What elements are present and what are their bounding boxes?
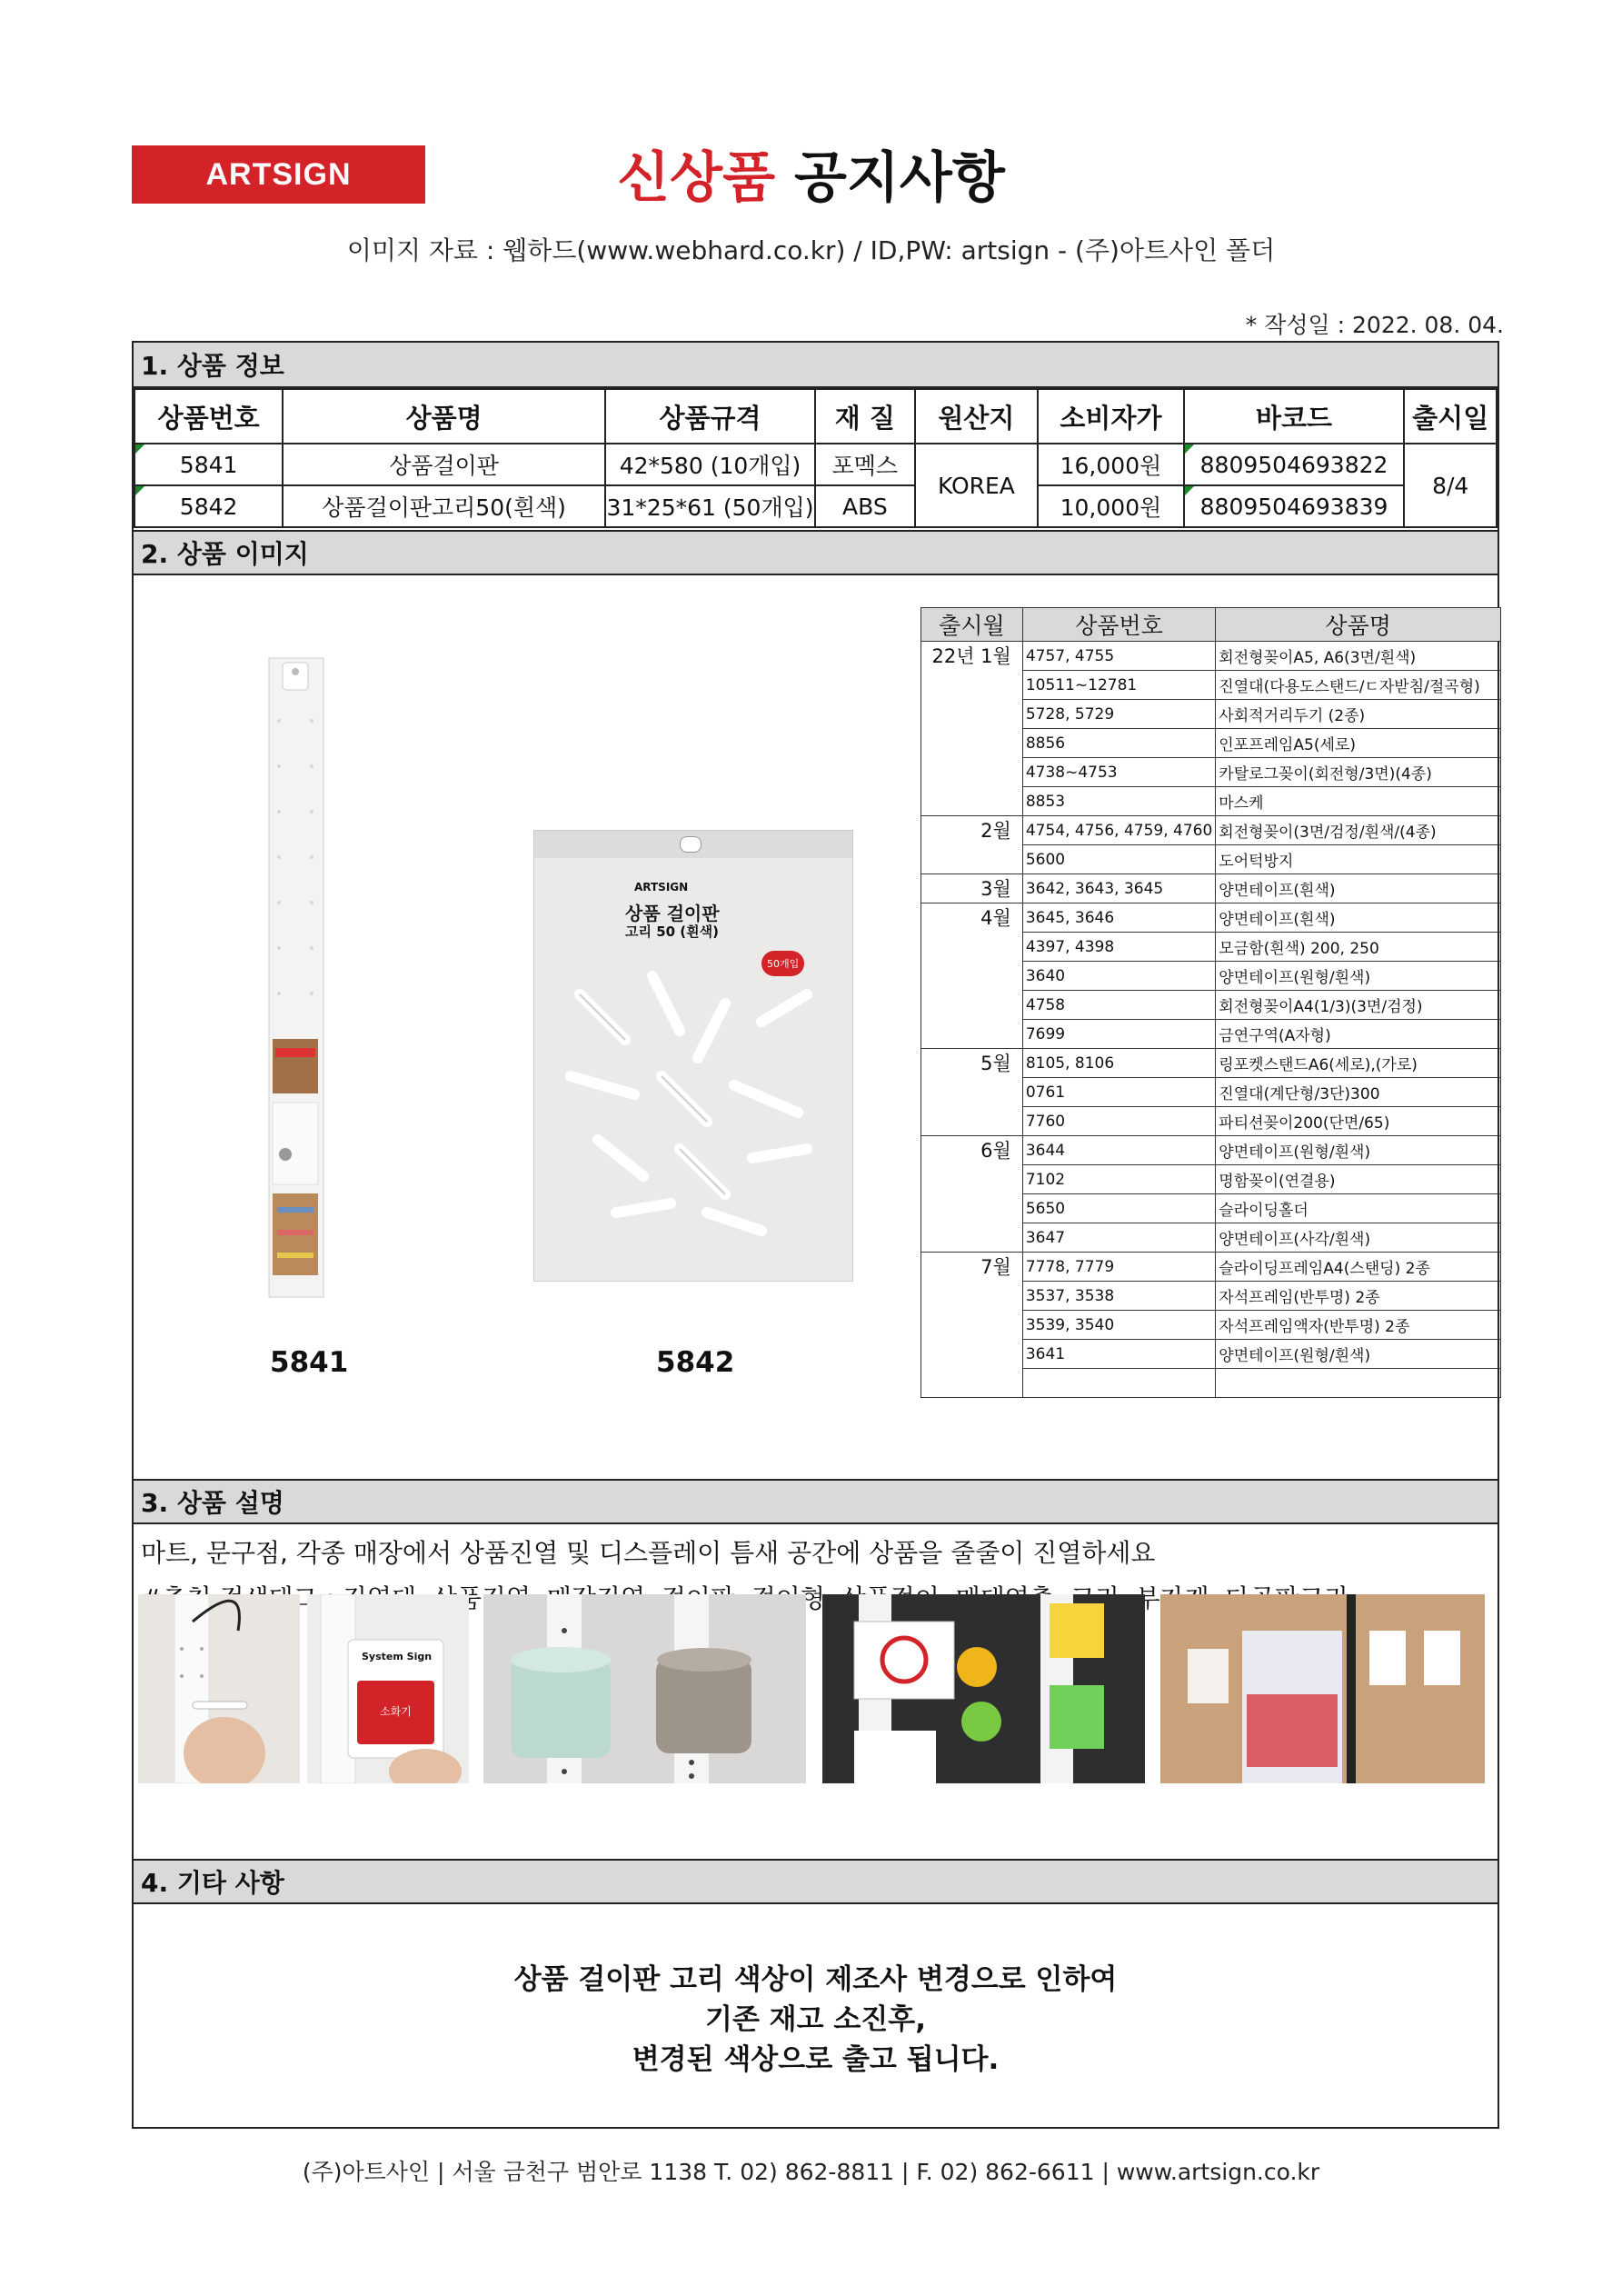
release-product-name: 자석프레임(반투명) 2종 [1216, 1282, 1501, 1311]
release-month: 5월 [921, 1049, 1023, 1078]
notice-frame [132, 341, 1499, 2129]
package-brand: ARTSIGN [634, 881, 689, 893]
usage-photo [138, 1594, 300, 1783]
release-product-name: 사회적거리두기 (2종) [1216, 700, 1501, 729]
release-month: 22년 1월 [921, 642, 1023, 671]
release-product-no: 7778, 7779 [1022, 1253, 1215, 1282]
schedule-row [921, 1165, 1501, 1194]
schedule-row [921, 1136, 1501, 1165]
release-product-name: 양면테이프(원형/흰색) [1216, 1136, 1501, 1165]
schedule-row [921, 729, 1501, 758]
release-product-no: 8853 [1022, 787, 1215, 816]
release-product-name: 슬라이딩프레임A4(스탠딩) 2종 [1216, 1253, 1501, 1282]
release-product-no: 7760 [1022, 1107, 1215, 1136]
release-product-no: 8105, 8106 [1022, 1049, 1215, 1078]
release-month [921, 1107, 1023, 1136]
col-header: 재 질 [815, 389, 915, 444]
schedule-row [921, 1223, 1501, 1253]
release-product-no: 10511~12781 [1022, 671, 1215, 700]
section1-heading: 1. 상품 정보 [134, 343, 1498, 388]
release-month [921, 1223, 1023, 1253]
product-spec: 31*25*61 (50개입) [605, 485, 815, 527]
schedule-body [921, 642, 1501, 1398]
product-no: 5842 [179, 493, 238, 520]
section2-heading: 2. 상품 이미지 [134, 530, 1498, 575]
release-product-name: 도어턱방지 [1216, 845, 1501, 874]
col-header: 상품명 [283, 389, 605, 444]
release-product-no: 4754, 4756, 4759, 4760 [1022, 816, 1215, 845]
release-product-no: 0761 [1022, 1078, 1215, 1107]
release-month [921, 671, 1023, 700]
release-product-no: 4757, 4755 [1022, 642, 1215, 671]
schedule-row [921, 816, 1501, 845]
product-origin: KOREA [915, 444, 1039, 527]
release-month [921, 1340, 1023, 1369]
release-month [921, 1194, 1023, 1223]
release-month [921, 1311, 1023, 1340]
release-product-name: 양면테이프(흰색) [1216, 874, 1501, 903]
schedule-row [921, 758, 1501, 787]
release-date: 8/4 [1404, 444, 1497, 527]
package-title: 상품 걸이판 [625, 903, 720, 924]
col-header: 상품번호 [134, 389, 283, 444]
artsign-logo: ARTSIGN [132, 145, 425, 204]
schedule-row [921, 1340, 1501, 1369]
schedule-row [921, 874, 1501, 903]
hook-package-image [533, 830, 853, 1282]
release-month: 6월 [921, 1136, 1023, 1165]
page-title [0, 135, 1622, 213]
schedule-row [921, 671, 1501, 700]
schedule-row [921, 1049, 1501, 1078]
col-header: 출시월 [921, 608, 1023, 642]
schedule-row [921, 1107, 1501, 1136]
release-month: 2월 [921, 816, 1023, 845]
caption-5841: 5841 [270, 1346, 349, 1379]
release-product-name: 양면테이프(사각/흰색) [1216, 1223, 1501, 1253]
title-rest: 공지사항 [793, 146, 1005, 210]
schedule-row [921, 642, 1501, 671]
schedule-row [921, 787, 1501, 816]
release-month: 7월 [921, 1253, 1023, 1282]
product-barcode: 8809504693839 [1199, 493, 1388, 520]
section2-body [134, 575, 1498, 1484]
usage-photo [483, 1594, 806, 1783]
col-header: 원산지 [915, 389, 1039, 444]
release-product-name: 카탈로그꽂이(회전형/3면)(4종) [1216, 758, 1501, 787]
description-line: 마트, 문구점, 각종 매장에서 상품진열 및 디스플레이 틈새 공간에 상품을 줄줄이 진열하세요 [141, 1538, 1156, 1568]
schedule-row [921, 1311, 1501, 1340]
release-product-name: 회전형꽂이A4(1/3)(3면/검정) [1216, 991, 1501, 1020]
release-product-no: 5600 [1022, 845, 1215, 874]
usage-photo [822, 1594, 1145, 1783]
release-product-no: 3641 [1022, 1340, 1215, 1369]
schedule-row [921, 962, 1501, 991]
release-product-no: 3539, 3540 [1022, 1311, 1215, 1340]
schedule-row [921, 1078, 1501, 1107]
release-product-name: 진열대(다용도스탠드/ㄷ자받침/절곡형) [1216, 671, 1501, 700]
schedule-row [921, 845, 1501, 874]
product-no: 5841 [179, 451, 238, 478]
caption-5842: 5842 [656, 1346, 735, 1379]
release-product-name: 양면테이프(원형/흰색) [1216, 1340, 1501, 1369]
hooks-pile-icon [543, 940, 843, 1249]
section4-heading: 4. 기타 사항 [134, 1859, 1498, 1904]
release-product-no: 8856 [1022, 729, 1215, 758]
schedule-row [921, 991, 1501, 1020]
release-month [921, 700, 1023, 729]
photo-label: System Sign [362, 1651, 433, 1662]
release-product-name: 마스케 [1216, 787, 1501, 816]
marker-triangle [1185, 486, 1194, 495]
product-name: 상품걸이판고리50(흰색) [283, 485, 605, 527]
release-month [921, 962, 1023, 991]
subtitle: 이미지 자료 : 웹하드(www.webhard.co.kr) / ID,PW: artsign - (주)아트사인 폴더 [346, 235, 1276, 265]
product-price: 16,000원 [1038, 444, 1183, 485]
release-product-name: 명함꽂이(연결용) [1216, 1165, 1501, 1194]
release-product-no: 5650 [1022, 1194, 1215, 1223]
release-product-name: 회전형꽂이A5, A6(3면/흰색) [1216, 642, 1501, 671]
release-product-name: 진열대(계단형/3단)300 [1216, 1078, 1501, 1107]
release-month [921, 1078, 1023, 1107]
release-month [921, 787, 1023, 816]
release-product-name: 자석프레임액자(반투명) 2종 [1216, 1311, 1501, 1340]
release-month [921, 1020, 1023, 1049]
col-header: 출시일 [1404, 389, 1497, 444]
release-product-no: 7699 [1022, 1020, 1215, 1049]
release-month: 4월 [921, 903, 1023, 933]
product-barcode: 8809504693822 [1199, 451, 1388, 478]
col-header: 상품번호 [1022, 608, 1215, 642]
product-material: ABS [815, 485, 915, 527]
table-row [134, 485, 1497, 527]
usage-photo [307, 1594, 469, 1783]
notice-line: 상품 걸이판 고리 색상이 제조사 변경으로 인하여 [513, 1963, 1118, 1996]
marker-triangle [135, 444, 144, 454]
schedule-row [921, 1020, 1501, 1049]
pegboard-image [268, 657, 324, 1298]
release-product-no: 3645, 3646 [1022, 903, 1215, 933]
schedule-row [921, 1194, 1501, 1223]
release-product-name: 파티션꽂이200(단면/65) [1216, 1107, 1501, 1136]
table-row [134, 444, 1497, 485]
release-product-no: 3644 [1022, 1136, 1215, 1165]
release-product-no: 3647 [1022, 1223, 1215, 1253]
photo-label: 소화기 [380, 1705, 412, 1718]
footer-contact: (주)아트사인 | 서울 금천구 범안로 1138 T. 02) 862-8811 | F. 02) 862-6611 | www.artsign.co.kr [302, 2159, 1320, 2185]
schedule-row [921, 1282, 1501, 1311]
schedule-row [921, 1253, 1501, 1282]
release-product-no [1022, 1369, 1215, 1398]
release-product-name: 양면테이프(원형/흰색) [1216, 962, 1501, 991]
usage-photo [1160, 1594, 1485, 1783]
release-product-no: 4738~4753 [1022, 758, 1215, 787]
marker-triangle [135, 486, 144, 495]
release-product-no: 4758 [1022, 991, 1215, 1020]
release-product-no: 3640 [1022, 962, 1215, 991]
release-month [921, 991, 1023, 1020]
schedule-row [921, 903, 1501, 933]
release-month [921, 845, 1023, 874]
schedule-row [921, 700, 1501, 729]
release-month [921, 1369, 1023, 1398]
col-header: 상품명 [1216, 608, 1501, 642]
release-month: 3월 [921, 874, 1023, 903]
notice-line: 기존 재고 소진후, [705, 2003, 926, 2036]
schedule-row [921, 933, 1501, 962]
release-product-name: 인포프레임A5(세로) [1216, 729, 1501, 758]
release-month [921, 1282, 1023, 1311]
release-month [921, 758, 1023, 787]
release-product-name: 회전형꽂이(3면/검정/흰색/(4종) [1216, 816, 1501, 845]
release-product-no: 5728, 5729 [1022, 700, 1215, 729]
col-header: 바코드 [1184, 389, 1405, 444]
package-subtitle: 고리 50 (흰색) [625, 923, 719, 940]
written-date: * 작성일 : 2022. 08. 04. [1245, 312, 1504, 338]
release-product-name: 링포켓스탠드A6(세로),(가로) [1216, 1049, 1501, 1078]
product-material: 포멕스 [815, 444, 915, 485]
release-schedule-table [920, 607, 1501, 1398]
marker-triangle [1185, 444, 1194, 454]
release-product-name [1216, 1369, 1501, 1398]
product-price: 10,000원 [1038, 485, 1183, 527]
release-product-no: 3642, 3643, 3645 [1022, 874, 1215, 903]
notice-line: 변경된 색상으로 출고 됩니다. [632, 2043, 1000, 2076]
col-header: 상품규격 [605, 389, 815, 444]
schedule-row [921, 1369, 1501, 1398]
product-name: 상품걸이판 [283, 444, 605, 485]
release-month [921, 729, 1023, 758]
release-month [921, 1165, 1023, 1194]
col-header: 소비자가 [1038, 389, 1183, 444]
release-product-name: 금연구역(A자형) [1216, 1020, 1501, 1049]
title-highlight: 신상품 [617, 146, 776, 210]
product-spec: 42*580 (10개입) [605, 444, 815, 485]
schedule-header-row [921, 608, 1501, 642]
package-badge: 50개입 [761, 951, 804, 976]
table-header-row [134, 389, 1497, 444]
section3-heading: 3. 상품 설명 [134, 1479, 1498, 1524]
release-product-no: 4397, 4398 [1022, 933, 1215, 962]
release-product-no: 3537, 3538 [1022, 1282, 1215, 1311]
product-info-table [134, 388, 1498, 528]
release-product-name: 슬라이딩홀더 [1216, 1194, 1501, 1223]
release-product-no: 7102 [1022, 1165, 1215, 1194]
release-product-name: 양면테이프(흰색) [1216, 903, 1501, 933]
release-product-name: 모금함(흰색) 200, 250 [1216, 933, 1501, 962]
release-month [921, 933, 1023, 962]
hang-hole-icon [680, 836, 702, 853]
